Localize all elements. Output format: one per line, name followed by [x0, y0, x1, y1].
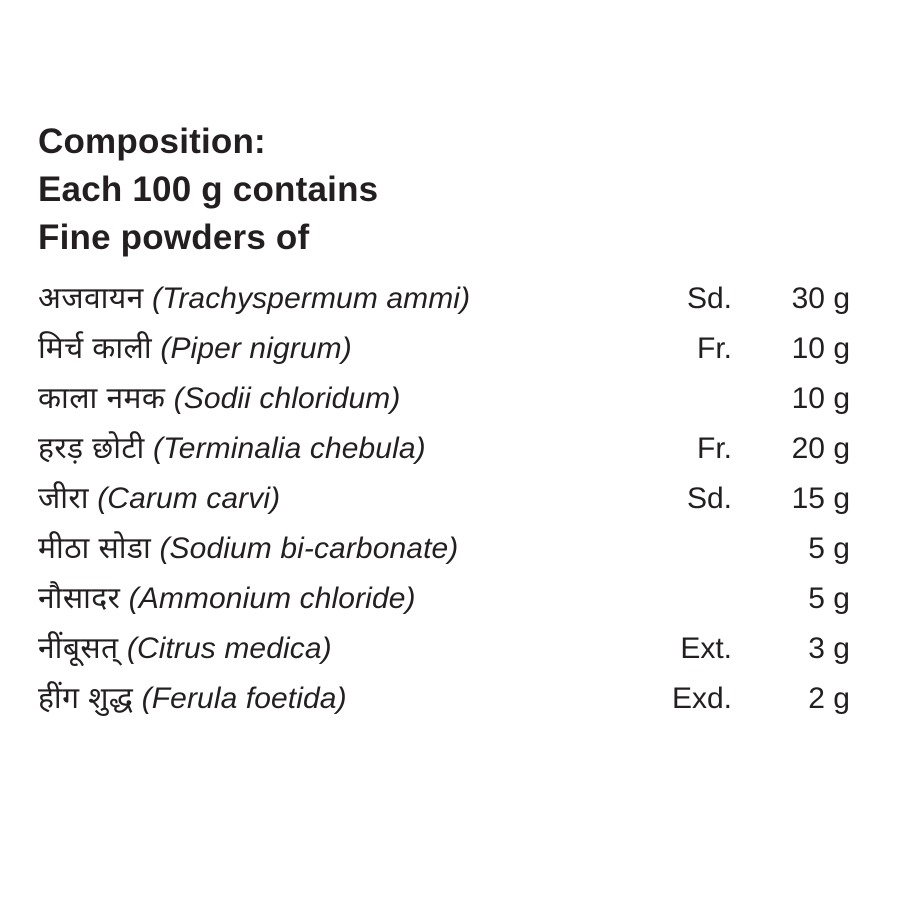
- table-row: [38, 674, 850, 724]
- ingredient-name-hindi: हरड़ छोटी: [38, 432, 145, 465]
- ingredient-name: [38, 424, 612, 474]
- table-row: [38, 574, 850, 624]
- ingredient-name-latin: (Ferula foetida): [141, 682, 347, 715]
- ingredient-part: Ext.: [680, 632, 732, 665]
- table-row: [38, 624, 850, 674]
- ingredient-name-latin: (Terminalia chebula): [153, 432, 426, 465]
- ingredient-name: [38, 274, 612, 324]
- ingredient-name: [38, 524, 612, 574]
- ingredient-part: Fr.: [697, 332, 732, 365]
- ingredient-quantity: 15 g: [791, 482, 850, 515]
- heading-line-fine-powders: Fine powders of: [38, 218, 310, 257]
- ingredient-name: [38, 574, 612, 624]
- ingredient-quantity: 5 g: [808, 532, 850, 565]
- ingredient-name-hindi: हींग शुद्ध: [38, 682, 134, 715]
- table-row: [38, 374, 850, 424]
- table-row: [38, 324, 850, 374]
- ingredient-name-latin: (Sodii chloridum): [173, 382, 401, 415]
- ingredient-part: [612, 374, 732, 424]
- heading-line-each-100g: Each 100 g contains: [38, 170, 379, 209]
- ingredient-part: Fr.: [697, 432, 732, 465]
- ingredient-name-latin: (Ammonium chloride): [128, 582, 416, 615]
- ingredient-name: [38, 374, 612, 424]
- ingredient-name-hindi: अजवायन: [38, 282, 144, 315]
- ingredient-quantity: 2 g: [808, 682, 850, 715]
- table-row: [38, 524, 850, 574]
- ingredient-name-hindi: नींबूसत्: [38, 632, 119, 665]
- ingredient-name-latin: (Citrus medica): [126, 632, 332, 665]
- ingredient-part: Sd.: [686, 482, 732, 515]
- ingredient-part: Exd.: [671, 682, 732, 715]
- table-row: [38, 424, 850, 474]
- ingredient-name: [38, 624, 612, 674]
- table-row: [38, 474, 850, 524]
- ingredient-name-latin: (Trachyspermum ammi): [152, 282, 471, 315]
- composition-heading: [38, 118, 850, 262]
- ingredient-name-latin: (Carum carvi): [97, 482, 281, 515]
- ingredient-name-hindi: मीठा सोडा: [38, 532, 152, 565]
- ingredients-table: [38, 274, 850, 724]
- ingredient-name: [38, 674, 612, 724]
- ingredient-quantity: 5 g: [808, 582, 850, 615]
- ingredient-name-latin: (Piper nigrum): [160, 332, 352, 365]
- ingredient-part: [612, 574, 732, 624]
- ingredient-name-hindi: जीरा: [38, 482, 89, 515]
- ingredient-name-hindi: मिर्च काली: [38, 332, 153, 365]
- table-row: [38, 274, 850, 324]
- ingredient-name-latin: (Sodium bi-carbonate): [159, 532, 459, 565]
- ingredient-name-hindi: काला नमक: [38, 382, 166, 415]
- ingredient-name: [38, 324, 612, 374]
- ingredient-quantity: 10 g: [791, 382, 850, 415]
- ingredient-quantity: 20 g: [791, 432, 850, 465]
- ingredient-quantity: 3 g: [808, 632, 850, 665]
- ingredient-quantity: 10 g: [791, 332, 850, 365]
- ingredient-part: [612, 524, 732, 574]
- ingredient-name: [38, 474, 612, 524]
- ingredient-quantity: 30 g: [791, 282, 850, 315]
- ingredient-name-hindi: नौसादर: [38, 582, 121, 615]
- heading-line-composition: Composition:: [38, 122, 266, 161]
- ingredient-part: Sd.: [686, 282, 732, 315]
